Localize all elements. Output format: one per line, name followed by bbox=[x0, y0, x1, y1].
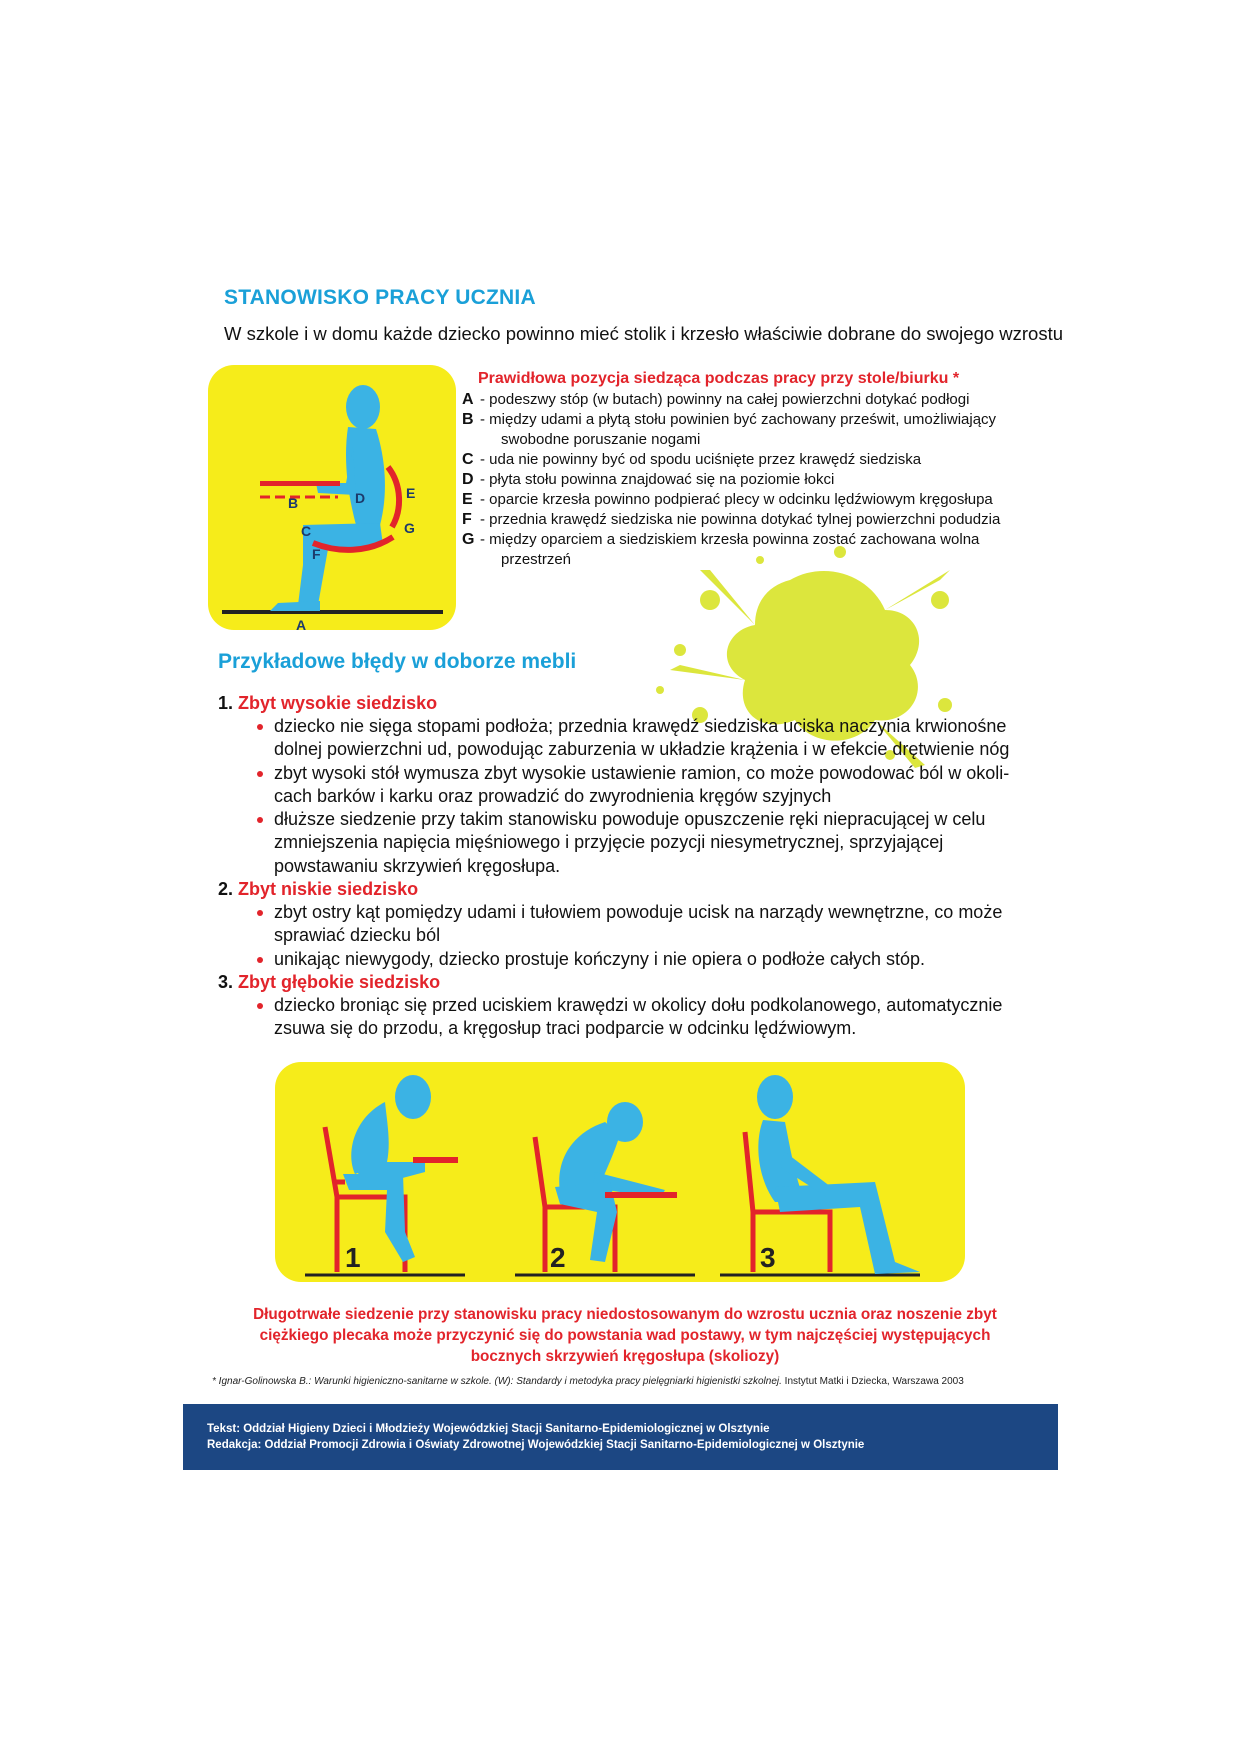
error-bullet bbox=[218, 901, 1058, 948]
errors-list bbox=[218, 692, 1058, 1041]
error-bullet-line: dłuższe siedzenie przy takim stanowisku powoduje opuszczenie ręki niepracującej w celu bbox=[274, 809, 986, 830]
rule-text: - płyta stołu powinna znajdować się na poziomie łokci bbox=[480, 471, 835, 488]
label-e: E bbox=[406, 485, 416, 501]
rule-letter: D bbox=[462, 471, 474, 488]
posture-rule bbox=[462, 410, 1082, 450]
rule-text: - podeszwy stóp (w butach) powinny na całej powierzchni dotykać podłogi bbox=[480, 391, 970, 408]
page-title: STANOWISKO PRACY UCZNIA bbox=[224, 286, 536, 309]
correct-posture-figure bbox=[208, 365, 456, 630]
rule-letter: F bbox=[462, 511, 472, 528]
rule-letter: E bbox=[462, 491, 473, 508]
error-bullet-line: zbyt wysoki stół wymusza zbyt wysokie ustawienie ramion, co może powodować ból w okoli- bbox=[274, 762, 1010, 783]
error-heading-text: Zbyt wysokie siedzisko bbox=[238, 693, 438, 713]
posture-rule bbox=[462, 490, 1082, 510]
error-heading bbox=[218, 692, 1058, 715]
error-bullet-line: zbyt ostry kąt pomiędzy udami i tułowiem powoduje ucisk na narządy wewnętrzne, co może bbox=[274, 902, 1003, 923]
rule-letter: A bbox=[462, 391, 474, 408]
rule-text: - uda nie powinny być od spodu uciśnięte przez krawędź siedziska bbox=[480, 451, 922, 468]
label-g: G bbox=[404, 520, 415, 536]
label-d: D bbox=[355, 490, 366, 506]
error-bullet-line: dziecko broniąc się przed uciskiem krawędzi w okolicy dołu podkolanowego, automatycznie bbox=[274, 994, 1003, 1015]
posture-rule bbox=[462, 510, 1082, 530]
posture-rule bbox=[462, 450, 1082, 470]
error-heading bbox=[218, 878, 1058, 901]
error-bullet-line: zsuwa się do przodu, a kręgosłup traci podparcie w odcinku lędźwiowym. bbox=[274, 1018, 857, 1039]
footer-bar bbox=[183, 1404, 1058, 1470]
posture-rule bbox=[462, 470, 1082, 490]
error-number: 2. bbox=[218, 879, 234, 900]
footer-edit-credit: Redakcja: Oddział Promocji Zdrowia i Oświaty Zdrowotnej Wojewódzkiej Stacji Sanitarno-Epidemiologicznej w Olsztynie bbox=[207, 1439, 865, 1451]
label-f: F bbox=[312, 546, 321, 562]
error-number: 1. bbox=[218, 693, 234, 713]
rule-text: - przednia krawędź siedziska nie powinna dotykać tylnej powierzchni podudzia bbox=[480, 511, 1001, 528]
error-heading-text: Zbyt głębokie siedzisko bbox=[238, 971, 441, 992]
footnote: * Ignar-Golinowska B.: Warunki higieniczno-sanitarne w szkole. (W): Standardy i metodyka pracy pielęgniarki higienistki szkolnej. Instytut Matki i Dziecka, Warszawa 2003 bbox=[212, 1376, 964, 1387]
posture-rules bbox=[462, 370, 1082, 570]
error-bullet bbox=[218, 762, 1058, 809]
rule-letter: B bbox=[462, 411, 474, 428]
warning-text: Długotrwałe siedzenie przy stanowisku pracy niedostosowanym do wzrostu ucznia oraz noszenie zbyt ciężkiego plecaka może przyczynić się do powstania wad postawy, w tym najczęściej występujących bocznych skrzywień kręgosłupa (skoliozy) bbox=[253, 1306, 997, 1365]
label-a: A bbox=[296, 617, 307, 630]
error-heading-text: Zbyt niskie siedzisko bbox=[238, 879, 419, 900]
footer-text-credit: Tekst: Oddział Higieny Dzieci i Młodzieży Wojewódzkiej Stacji Sanitarno-Epidemiologicznej w Olsztynie bbox=[207, 1423, 770, 1435]
error-bullet bbox=[218, 994, 1058, 1041]
error-bullet-line: powstawaniu skrzywień kręgosłupa. bbox=[274, 855, 561, 876]
errors-title: Przykładowe błędy w doborze mebli bbox=[218, 650, 577, 673]
error-bullet-line: dolnej powierzchni ud, powodując zaburzenia w układzie krążenia i w efekcie drętwienie nóg bbox=[274, 739, 1010, 760]
error-bullet-line: cach barków i karku oraz prowadzić do zwyrodnienia kręgów szyjnych bbox=[274, 785, 832, 806]
posture-rule bbox=[462, 530, 1082, 570]
error-bullet bbox=[218, 715, 1058, 762]
error-heading bbox=[218, 971, 1058, 994]
rule-continuation: swobodne poruszanie nogami bbox=[501, 431, 701, 448]
figure-number-2: 2 bbox=[550, 1242, 566, 1273]
rule-continuation: przestrzeń bbox=[501, 551, 572, 568]
rule-text: - między udami a płytą stołu powinien być zachowany prześwit, umożliwiający bbox=[480, 411, 997, 428]
error-bullet bbox=[218, 808, 1058, 878]
rule-letter: C bbox=[462, 451, 474, 468]
label-c: C bbox=[301, 523, 312, 539]
posture-rules-title: Prawidłowa pozycja siedząca podczas pracy przy stole/biurku * bbox=[478, 370, 960, 387]
rule-text: - oparcie krzesła powinno podpierać plecy w odcinku lędźwiowym kręgosłupa bbox=[480, 491, 993, 508]
figure-number-3: 3 bbox=[760, 1242, 776, 1273]
intro-text: W szkole i w domu każde dziecko powinno mieć stolik i krzesło właściwie dobrane do swojego wzrostu bbox=[224, 323, 1064, 344]
error-bullet bbox=[218, 948, 1058, 971]
error-number: 3. bbox=[218, 971, 234, 992]
error-bullet-line: zmniejszenia napięcia mięśniowego i przyjęcie pozycji niesymetrycznej, sprzyjającej bbox=[274, 832, 944, 853]
rule-text: - między oparciem a siedziskiem krzesła powinna zostać zachowana wolna bbox=[480, 531, 980, 548]
wrong-postures-figure bbox=[275, 1062, 965, 1282]
error-bullet-line: sprawiać dziecku ból bbox=[274, 925, 441, 946]
posture-rule bbox=[462, 390, 1082, 410]
error-bullet-line: unikając niewygody, dziecko prostuje kończyny i nie opiera o podłoże całych stóp. bbox=[274, 948, 926, 969]
figure-number-1: 1 bbox=[345, 1242, 361, 1273]
rule-letter: G bbox=[462, 531, 475, 548]
error-bullet-line: dziecko nie sięga stopami podłoża; przednia krawędź siedziska uciska naczynia krwionośne bbox=[274, 716, 1007, 736]
label-b: B bbox=[288, 495, 299, 511]
